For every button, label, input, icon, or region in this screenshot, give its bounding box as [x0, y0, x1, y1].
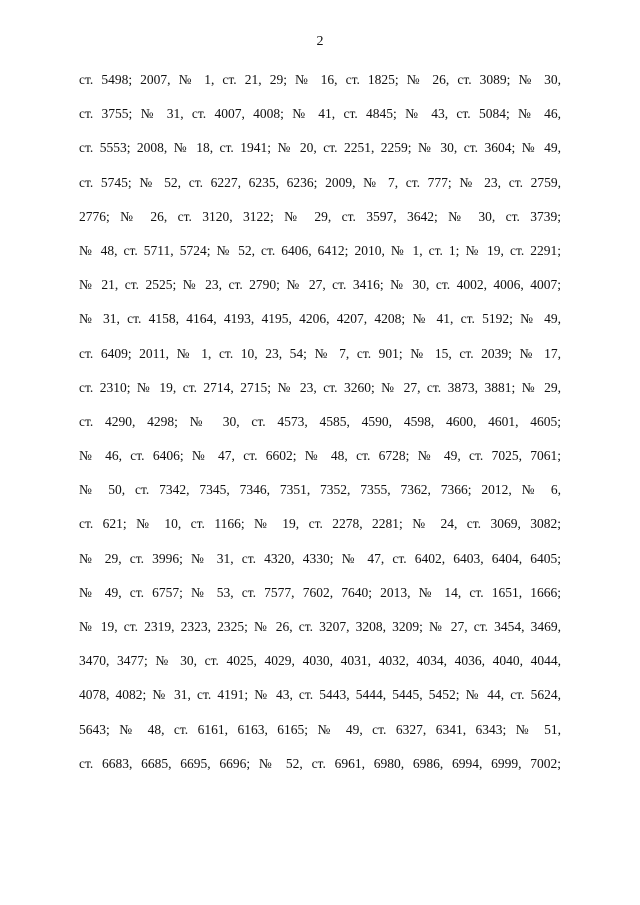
- text-line: ст. 621; № 10, ст. 1166; № 19, ст. 2278, 2281; № 24, ст. 3069, 3082;: [79, 516, 561, 532]
- text-line: ст. 3755; № 31, ст. 4007, 4008; № 41, ст. 4845; № 43, ст. 5084; № 46,: [79, 106, 561, 122]
- page-number: 2: [316, 34, 324, 49]
- text-line: № 29, ст. 3996; № 31, ст. 4320, 4330; № 47, ст. 6402, 6403, 6404, 6405;: [79, 550, 561, 566]
- text-line: ст. 6683, 6685, 6695, 6696; № 52, ст. 6961, 6980, 6986, 6994, 6999, 7002;: [79, 755, 561, 771]
- text-line: 2776; № 26, ст. 3120, 3122; № 29, ст. 3597, 3642; № 30, ст. 3739;: [79, 208, 561, 224]
- text-line: 5643; № 48, ст. 6161, 6163, 6165; № 49, ст. 6327, 6341, 6343; № 51,: [79, 721, 561, 737]
- text-line: № 21, ст. 2525; № 23, ст. 2790; № 27, ст. 3416; № 30, ст. 4002, 4006, 4007;: [79, 277, 561, 293]
- text-line: ст. 6409; 2011, № 1, ст. 10, 23, 54; № 7, ст. 901; № 15, ст. 2039; № 17,: [79, 345, 561, 361]
- document-body: [79, 70, 561, 788]
- text-line: ст. 2310; № 19, ст. 2714, 2715; № 23, ст. 3260; № 27, ст. 3873, 3881; № 29,: [79, 379, 561, 395]
- text-line: ст. 5553; 2008, № 18, ст. 1941; № 20, ст. 2251, 2259; № 30, ст. 3604; № 49,: [79, 140, 561, 156]
- text-line: № 46, ст. 6406; № 47, ст. 6602; № 48, ст. 6728; № 49, ст. 7025, 7061;: [79, 448, 561, 464]
- text-line: № 49, ст. 6757; № 53, ст. 7577, 7602, 7640; 2013, № 14, ст. 1651, 1666;: [79, 584, 561, 600]
- text-line: ст. 5498; 2007, № 1, ст. 21, 29; № 16, ст. 1825; № 26, ст. 3089; № 30,: [79, 72, 561, 87]
- text-line: ст. 5745; № 52, ст. 6227, 6235, 6236; 2009, № 7, ст. 777; № 23, ст. 2759,: [79, 174, 561, 190]
- text-line: № 31, ст. 4158, 4164, 4193, 4195, 4206, 4207, 4208; № 41, ст. 5192; № 49,: [79, 311, 561, 327]
- text-line: № 48, ст. 5711, 5724; № 52, ст. 6406, 6412; 2010, № 1, ст. 1; № 19, ст. 2291;: [79, 242, 561, 258]
- text-line: 4078, 4082; № 31, ст. 4191; № 43, ст. 5443, 5444, 5445, 5452; № 44, ст. 5624,: [79, 687, 561, 703]
- text-line: 3470, 3477; № 30, ст. 4025, 4029, 4030, 4031, 4032, 4034, 4036, 4040, 4044,: [79, 653, 561, 669]
- text-line: № 50, ст. 7342, 7345, 7346, 7351, 7352, 7355, 7362, 7366; 2012, № 6,: [79, 482, 561, 498]
- text-line: № 19, ст. 2319, 2323, 2325; № 26, ст. 3207, 3208, 3209; № 27, ст. 3454, 3469,: [79, 619, 561, 634]
- text-line: ст. 4290, 4298; № 30, ст. 4573, 4585, 4590, 4598, 4600, 4601, 4605;: [79, 413, 561, 429]
